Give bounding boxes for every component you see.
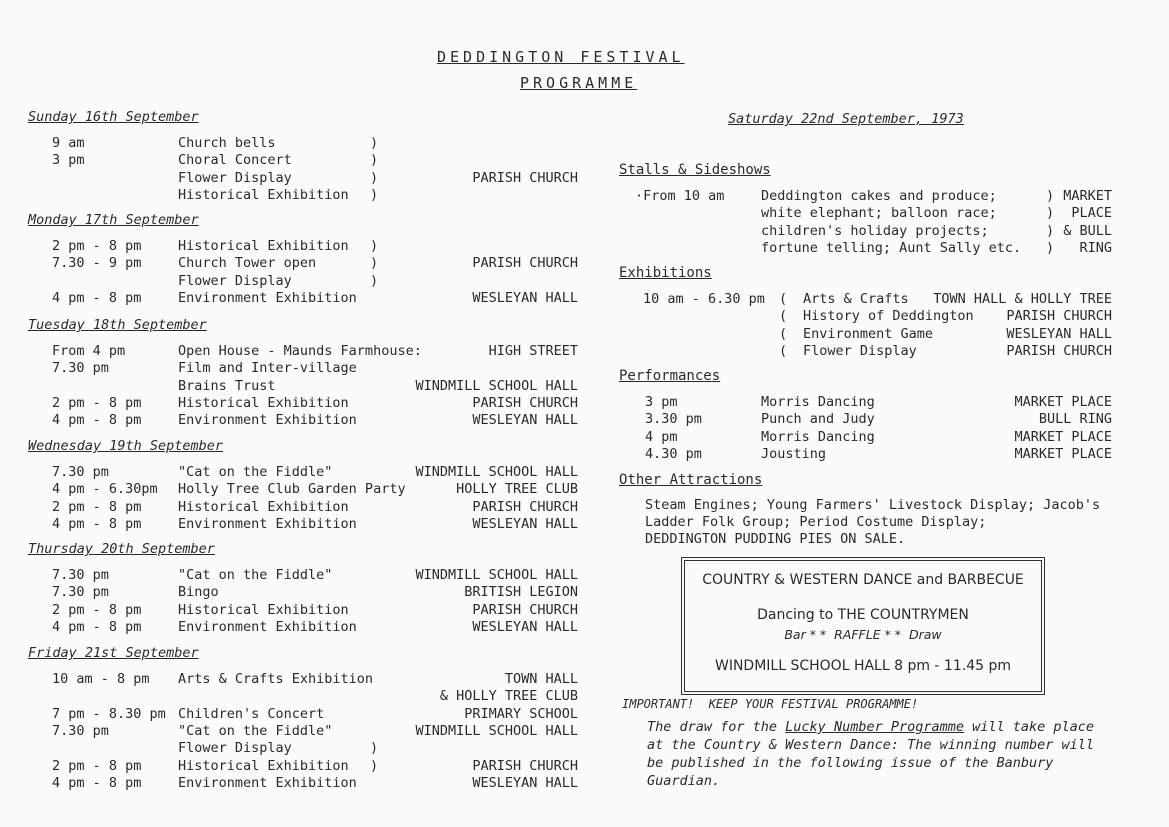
event-name: Historical Exhibition [178, 757, 349, 774]
event-name: Church Tower open [178, 255, 317, 272]
dance-venue: WINDMILL SCHOOL HALL 8 pm - 11.45 pm [714, 658, 1011, 674]
stalls-time-text: From 10 am [643, 188, 725, 204]
event-name: Flower Display [178, 272, 292, 289]
bracket: ) [370, 757, 379, 774]
exhibition-venue: PARISH CHURCH [1006, 308, 1112, 325]
draw-note-line-2: at the Country & Western Dance: The winning number will [647, 737, 1095, 753]
performance-venue: MARKET PLACE [1014, 445, 1112, 462]
other-line-1: Steam Engines; Young Farmers' Livestock Display; Jacob's [645, 497, 1101, 513]
event-name: Open House - Maunds Farmhouse: [178, 343, 422, 359]
event-venue: PRIMARY SCHOOL [464, 705, 578, 722]
performance-name: Morris Dancing [761, 394, 875, 410]
event-name: Bingo [178, 584, 219, 601]
event-venue: WINDMILL SCHOOL HALL [415, 722, 578, 739]
bracket: ) [1046, 188, 1055, 204]
performance-venue: MARKET PLACE [1014, 428, 1112, 445]
event-name: "Cat on the Fiddle" [178, 567, 333, 583]
event-time: 3 pm [52, 152, 85, 169]
event-name: "Cat on the Fiddle" [178, 464, 333, 480]
dance-band: Dancing to THE COUNTRYMEN [757, 607, 969, 623]
event-time: 4 pm - 6.30pm [52, 481, 158, 498]
event-time: 9 am [52, 135, 85, 151]
stall-venue: MARKET [1063, 188, 1112, 204]
exhibition-name: History of Deddington [803, 308, 974, 325]
event-time: 7.30 pm [52, 584, 109, 601]
stall-item: fortune telling; Aunt Sally etc. [761, 239, 1022, 256]
event-name: Environment Exhibition [178, 412, 357, 429]
event-time: 4 pm - 8 pm [52, 774, 142, 791]
event-name: Arts & Crafts Exhibition [178, 671, 374, 687]
exhibition-venue: PARISH CHURCH [1006, 342, 1112, 359]
event-venue: PARISH CHURCH [472, 394, 578, 411]
event-time: 10 am - 8 pm [52, 671, 150, 687]
event-time: 4 pm - 8 pm [52, 618, 142, 635]
stall-venue: PLACE [1071, 205, 1112, 222]
event-venue: PARISH CHURCH [472, 757, 578, 774]
exhibition-venue: WESLEYAN HALL [1006, 325, 1112, 342]
other-line-2: Ladder Folk Group; Period Costume Display; [645, 514, 987, 530]
draw-note-line-3: be published in the following issue of the Banbury [647, 755, 1054, 771]
day-heading: Wednesday 19th September [28, 438, 224, 454]
event-venue: & HOLLY TREE CLUB [439, 688, 578, 705]
bracket: ( [779, 291, 788, 307]
bracket: ) [370, 740, 379, 757]
saturday-heading: Saturday 22nd September, 1973 [728, 111, 964, 127]
event-venue: HOLLY TREE CLUB [456, 481, 578, 498]
performance-name: Morris Dancing [761, 428, 875, 445]
stall-item: white elephant; balloon race; [761, 205, 997, 222]
draw-note-post: will take place [963, 719, 1095, 735]
bracket: ) [1046, 239, 1055, 256]
event-venue: WESLEYAN HALL [472, 515, 578, 532]
day-heading: Monday 17th September [28, 212, 199, 228]
event-time: 2 pm - 8 pm [52, 238, 142, 254]
event-time: 4 pm - 8 pm [52, 412, 142, 429]
event-venue: WESLEYAN HALL [472, 412, 578, 429]
event-venue: PARISH CHURCH [472, 255, 578, 272]
stalls-time: ·From 10 am [635, 188, 725, 204]
event-time: 7 pm - 8.30 pm [52, 705, 166, 722]
event-name: Historical Exhibition [178, 394, 349, 411]
event-name: Brains Trust [178, 377, 276, 394]
dance-extras: Bar * * RAFFLE * * Draw [784, 627, 942, 642]
event-venue: TOWN HALL [504, 671, 578, 687]
event-venue: PARISH CHURCH [472, 169, 578, 186]
event-time: 7.30 pm [52, 464, 109, 480]
event-name: Holly Tree Club Garden Party [178, 481, 406, 498]
exhibitions-heading: Exhibitions [619, 265, 712, 281]
event-venue: PARISH CHURCH [472, 498, 578, 515]
page-subtitle: PROGRAMME [520, 74, 638, 92]
draw-note-line-4: Guardian. [647, 773, 721, 789]
bracket: ( [779, 325, 788, 342]
stall-item: Deddington cakes and produce; [761, 188, 997, 204]
performance-time: 3 pm [645, 394, 678, 410]
bracket: ) [370, 272, 379, 289]
event-time: 7.30 pm [52, 722, 109, 739]
event-time: From 4 pm [52, 343, 126, 359]
event-time: 7.30 pm [52, 567, 109, 583]
page-title: DEDDINGTON FESTIVAL [437, 48, 685, 66]
event-time: 4 pm - 8 pm [52, 515, 142, 532]
exhibition-venue: TOWN HALL & HOLLY TREE [933, 291, 1112, 307]
bracket: ) [370, 186, 379, 203]
performance-venue: BULL RING [1038, 411, 1112, 428]
event-name: Historical Exhibition [178, 238, 349, 254]
bracket: ) [370, 238, 379, 254]
event-name: Environment Exhibition [178, 515, 357, 532]
event-time: 4 pm - 8 pm [52, 289, 142, 306]
performance-name: Jousting [761, 445, 827, 462]
event-time: 2 pm - 8 pm [52, 757, 142, 774]
day-heading: Tuesday 18th September [28, 317, 207, 333]
day-heading: Thursday 20th September [28, 541, 215, 557]
other-attractions-heading: Other Attractions [619, 472, 763, 488]
event-name: "Cat on the Fiddle" [178, 722, 333, 739]
event-time: 2 pm - 8 pm [52, 601, 142, 618]
exhibition-name: Environment Game [803, 325, 934, 342]
event-venue: WESLEYAN HALL [472, 289, 578, 306]
day-heading: Sunday 16th September [28, 109, 199, 125]
bracket: ) [370, 152, 379, 169]
bracket: ) [1046, 205, 1055, 222]
event-venue: WINDMILL SCHOOL HALL [415, 464, 578, 480]
performance-time: 3.30 pm [645, 411, 702, 428]
dance-title: COUNTRY & WESTERN DANCE and BARBECUE [702, 572, 1024, 588]
event-name: Church bells [178, 135, 276, 151]
performance-time: 4.30 pm [645, 445, 702, 462]
event-name: Film and Inter-village [178, 360, 357, 377]
bracket: ) [1046, 222, 1055, 239]
bracket: ( [779, 342, 788, 359]
performance-name: Punch and Judy [761, 411, 875, 428]
bracket: ) [370, 169, 379, 186]
event-name: Environment Exhibition [178, 774, 357, 791]
event-name: Environment Exhibition [178, 618, 357, 635]
event-venue: WINDMILL SCHOOL HALL [415, 377, 578, 394]
event-name: Flower Display [178, 740, 292, 757]
event-name: Children's Concert [178, 705, 325, 722]
event-name: Choral Concert [178, 152, 292, 169]
event-time: 2 pm - 8 pm [52, 394, 142, 411]
event-time: 7.30 - 9 pm [52, 255, 142, 272]
other-line-3: DEDDINGTON PUDDING PIES ON SALE. [645, 531, 906, 547]
bracket: ) [370, 255, 379, 272]
important-note: IMPORTANT! KEEP YOUR FESTIVAL PROGRAMME! [622, 697, 919, 711]
lucky-number-text: Lucky Number Programme [785, 719, 964, 735]
event-name: Historical Exhibition [178, 498, 349, 515]
bracket: ( [779, 308, 788, 325]
draw-note-pre: The draw for the [647, 719, 786, 735]
event-venue: WINDMILL SCHOOL HALL [415, 567, 578, 583]
event-venue: WESLEYAN HALL [472, 774, 578, 791]
exhibition-name: Flower Display [803, 342, 917, 359]
event-time: 2 pm - 8 pm [52, 498, 142, 515]
exhibitions-time: 10 am - 6.30 pm [643, 291, 765, 307]
draw-note-line-1 [647, 719, 1094, 735]
event-name: Flower Display [178, 169, 292, 186]
stall-venue: & BULL [1063, 222, 1112, 239]
dance-notice-box [684, 560, 1042, 692]
event-name: Historical Exhibition [178, 601, 349, 618]
stall-item: children's holiday projects; [761, 222, 989, 239]
event-time: 7.30 pm [52, 360, 109, 377]
bracket: ) [370, 135, 379, 151]
event-name: Environment Exhibition [178, 289, 357, 306]
performance-time: 4 pm [645, 428, 678, 445]
event-venue: WESLEYAN HALL [472, 618, 578, 635]
stalls-heading: Stalls & Sideshows [619, 162, 771, 178]
exhibition-name: Arts & Crafts [803, 291, 909, 307]
event-name: Historical Exhibition [178, 186, 349, 203]
day-heading: Friday 21st September [28, 645, 199, 661]
performance-venue: MARKET PLACE [1014, 394, 1112, 410]
event-venue: HIGH STREET [488, 343, 578, 359]
event-venue: BRITISH LEGION [464, 584, 578, 601]
event-venue: PARISH CHURCH [472, 601, 578, 618]
stall-venue: RING [1079, 239, 1112, 256]
performances-heading: Performances [619, 368, 721, 384]
